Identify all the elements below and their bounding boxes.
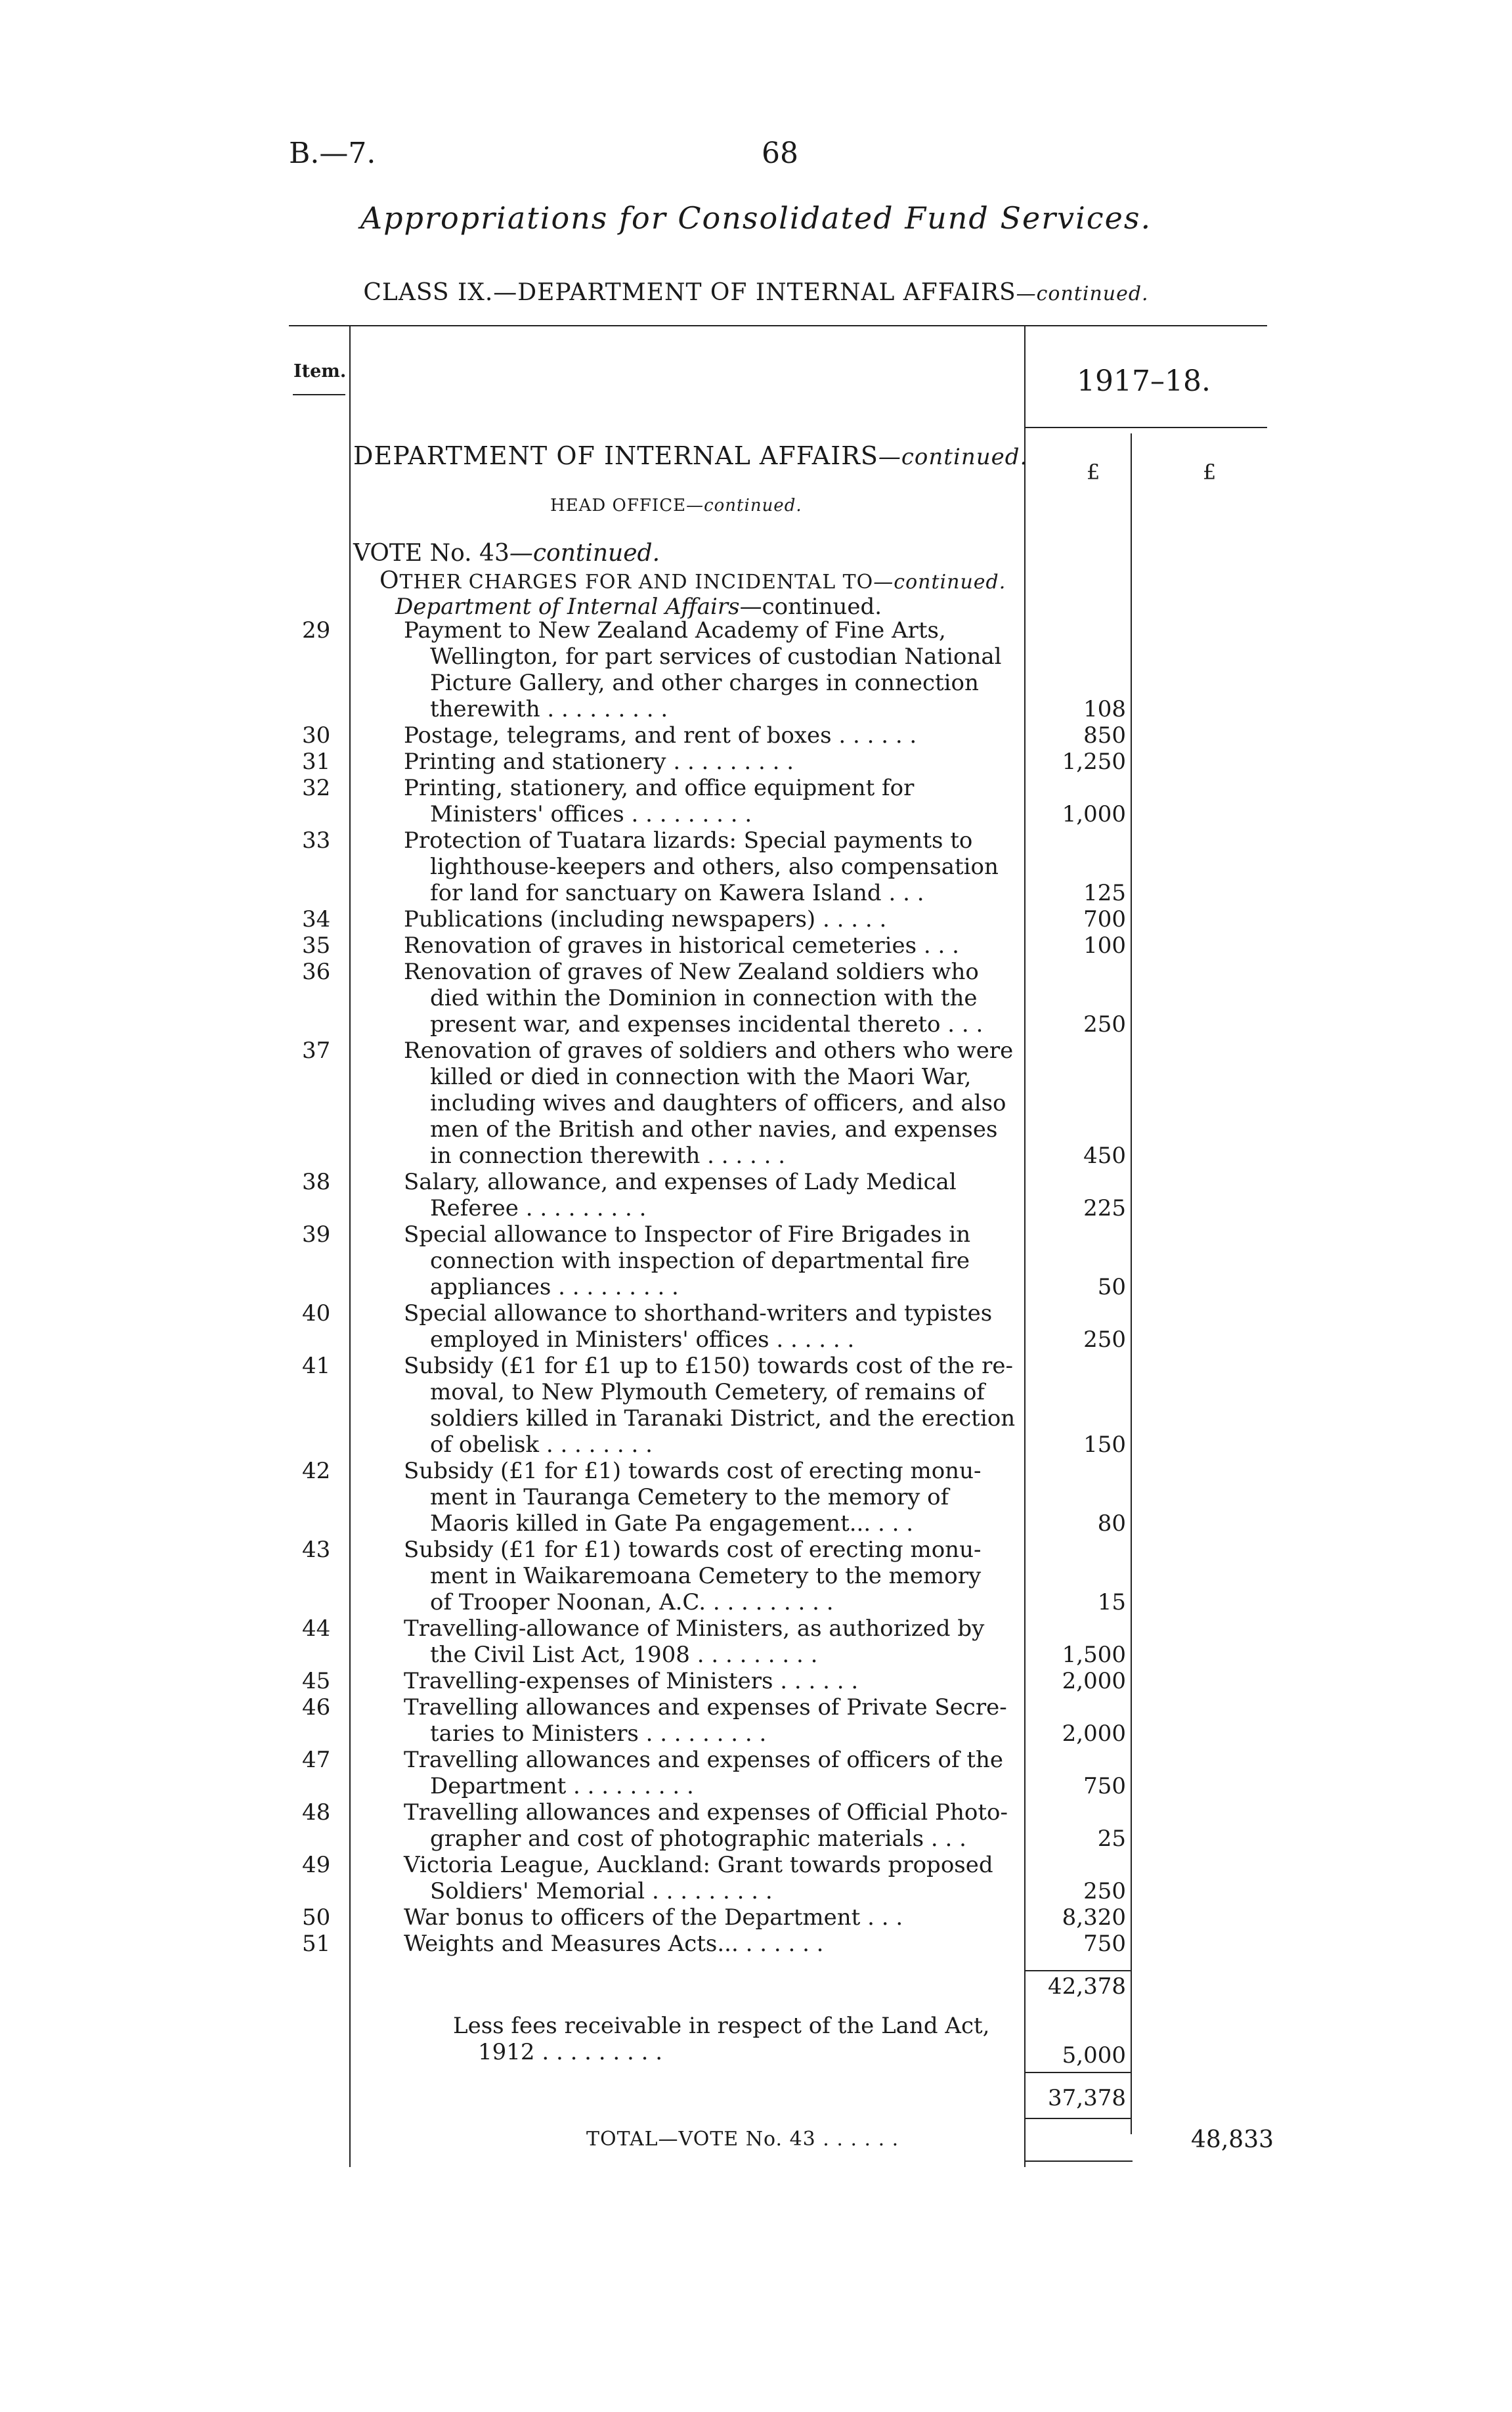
item-description-line: employed in Ministers' offices . . . . . . bbox=[430, 1327, 855, 1353]
item-description-line: Wellington, for part services of custodian National bbox=[430, 644, 1002, 670]
vote-suffix: —continued. bbox=[509, 540, 660, 567]
item-description-line: moval, to New Plymouth Cemetery, of remains of bbox=[430, 1379, 985, 1405]
item-amount: 1,000 bbox=[1062, 801, 1126, 827]
item-description-line: Travelling-allowance of Ministers, as authorized by bbox=[404, 1615, 985, 1642]
item-description-line: killed or died in connection with the Maori War, bbox=[430, 1064, 972, 1090]
item-description-line: Maoris killed in Gate Pa engagement... . . . bbox=[430, 1510, 914, 1537]
item-number: 51 bbox=[302, 1931, 331, 1957]
item-column-divider bbox=[349, 325, 351, 2167]
item-description-line: Printing, stationery, and office equipment for bbox=[404, 775, 915, 801]
less-fees-line-2: 1912 . . . . . . . . . bbox=[478, 2039, 663, 2065]
item-number: 31 bbox=[302, 749, 331, 775]
item-amount: 80 bbox=[1097, 1510, 1126, 1537]
item-description-line: Payment to New Zealand Academy of Fine Arts, bbox=[404, 617, 946, 644]
item-description-line: Soldiers' Memorial . . . . . . . . . bbox=[430, 1878, 773, 1904]
item-description-line: Department . . . . . . . . . bbox=[430, 1773, 694, 1799]
item-number: 45 bbox=[302, 1668, 331, 1694]
item-number: 41 bbox=[302, 1353, 331, 1379]
item-number: 35 bbox=[302, 932, 331, 959]
item-description-line: Travelling allowances and expenses of officers of the bbox=[404, 1747, 1004, 1773]
item-description-line: Protection of Tuatara lizards: Special payments to bbox=[404, 827, 973, 854]
item-description-line: Victoria League, Auckland: Grant towards proposed bbox=[404, 1852, 993, 1878]
other-charges-text: THER CHARGES FOR AND INCIDENTAL TO bbox=[399, 571, 874, 594]
item-description-line: Picture Gallery, and other charges in connection bbox=[430, 670, 979, 696]
item-number: 37 bbox=[302, 1038, 331, 1064]
subtotal-rule bbox=[1026, 1970, 1131, 1971]
item-description-line: Referee . . . . . . . . . bbox=[430, 1195, 647, 1221]
item-description-line: Renovation of graves of New Zealand soldiers who bbox=[404, 959, 979, 985]
item-description-line: of obelisk . . . . . . . . bbox=[430, 1432, 653, 1458]
item-amount: 100 bbox=[1083, 932, 1126, 959]
item-description-line: Special allowance to Inspector of Fire Brigades in bbox=[404, 1221, 971, 1248]
item-number: 39 bbox=[302, 1221, 331, 1248]
item-description-line: appliances . . . . . . . . . bbox=[430, 1274, 679, 1300]
item-description-line: the Civil List Act, 1908 . . . . . . . . . bbox=[430, 1642, 818, 1668]
class-heading-suffix: —continued. bbox=[1016, 282, 1149, 305]
item-amount: 750 bbox=[1083, 1773, 1126, 1799]
amount-column-divider bbox=[1131, 433, 1132, 2134]
item-number: 42 bbox=[302, 1458, 331, 1484]
item-amount: 2,000 bbox=[1062, 1668, 1126, 1694]
item-amount: 750 bbox=[1083, 1931, 1126, 1957]
vote-heading bbox=[353, 540, 660, 567]
total-amount: 48,833 bbox=[1191, 2126, 1274, 2153]
less-fees-amount: 5,000 bbox=[1062, 2042, 1126, 2069]
item-description-line: lighthouse-keepers and others, also compensation bbox=[430, 854, 999, 880]
department-heading bbox=[353, 441, 1027, 470]
item-description-line: ment in Tauranga Cemetery to the memory of bbox=[430, 1484, 949, 1510]
item-description-line: Renovation of graves of soldiers and others who were bbox=[404, 1038, 1014, 1064]
class-heading bbox=[0, 279, 1512, 306]
item-description-line: soldiers killed in Taranaki District, and the erection bbox=[430, 1405, 1016, 1432]
item-amount: 50 bbox=[1097, 1274, 1126, 1300]
item-number: 50 bbox=[302, 1904, 331, 1931]
item-number: 48 bbox=[302, 1799, 331, 1826]
item-description-line: Weights and Measures Acts... . . . . . . bbox=[404, 1931, 824, 1957]
item-description-line: of Trooper Noonan, A.C. . . . . . . . . . bbox=[430, 1589, 834, 1615]
item-description-line: Renovation of graves in historical cemeteries . . . bbox=[404, 932, 959, 959]
item-description-line: present war, and expenses incidental thereto . . . bbox=[430, 1011, 983, 1038]
item-number: 38 bbox=[302, 1169, 331, 1195]
item-amount: 450 bbox=[1083, 1143, 1126, 1169]
item-number: 34 bbox=[302, 906, 331, 932]
total-rule bbox=[1024, 2160, 1133, 2162]
department-subheading-text: Department of Internal Affairs bbox=[395, 594, 740, 620]
item-underline bbox=[293, 394, 345, 395]
item-description-line: ment in Waikaremoana Cemetery to the memory bbox=[430, 1563, 982, 1589]
item-amount: 700 bbox=[1083, 906, 1126, 932]
subtotal-amount: 42,378 bbox=[1048, 1973, 1126, 2000]
item-amount: 150 bbox=[1083, 1432, 1126, 1458]
item-amount: 25 bbox=[1097, 1826, 1126, 1852]
head-office-text: HEAD OFFICE bbox=[550, 496, 687, 515]
pound-sign-column-1: £ bbox=[1087, 460, 1100, 485]
item-amount: 250 bbox=[1083, 1327, 1126, 1353]
department-heading-suffix: —continued. bbox=[878, 444, 1028, 470]
other-charges-heading bbox=[379, 567, 1006, 594]
item-description-line: Travelling allowances and expenses of Private Secre- bbox=[404, 1694, 1007, 1721]
other-charges-initial: O bbox=[379, 567, 400, 594]
vote-label: VOTE No. 43 bbox=[353, 540, 509, 567]
item-description-line: Travelling-expenses of Ministers . . . . . . bbox=[404, 1668, 859, 1694]
item-description-line: in connection therewith . . . . . . bbox=[430, 1143, 786, 1169]
page-title: Appropriations for Consolidated Fund Services. bbox=[360, 200, 1152, 236]
item-amount: 250 bbox=[1083, 1878, 1126, 1904]
item-description-line: taries to Ministers . . . . . . . . . bbox=[430, 1721, 767, 1747]
item-amount: 108 bbox=[1083, 696, 1126, 722]
item-description-line: War bonus to officers of the Department . . . bbox=[404, 1904, 903, 1931]
item-number: 32 bbox=[302, 775, 331, 801]
item-description-line: connection with inspection of departmental fire bbox=[430, 1248, 970, 1274]
item-description-line: men of the British and other navies, and expenses bbox=[430, 1116, 998, 1143]
item-description-line: Printing and stationery . . . . . . . . . bbox=[404, 749, 794, 775]
item-column-header: Item. bbox=[293, 361, 347, 382]
item-description-line: Travelling allowances and expenses of Official Photo- bbox=[404, 1799, 1008, 1826]
item-amount: 15 bbox=[1097, 1589, 1126, 1615]
item-description-line: Subsidy (£1 for £1 up to £150) towards cost of the re- bbox=[404, 1353, 1014, 1379]
total-label: TOTAL—VOTE No. 43 . . . . . . bbox=[586, 2128, 899, 2151]
other-charges-suffix: —continued. bbox=[873, 571, 1006, 594]
item-number: 36 bbox=[302, 959, 331, 985]
item-number: 44 bbox=[302, 1615, 331, 1642]
item-description-line: Ministers' offices . . . . . . . . . bbox=[430, 801, 752, 827]
department-heading-text: DEPARTMENT OF INTERNAL AFFAIRS bbox=[353, 441, 878, 470]
item-description-line: Subsidy (£1 for £1) towards cost of erecting monu- bbox=[404, 1537, 982, 1563]
item-description-line: for land for sanctuary on Kawera Island . . . bbox=[430, 880, 924, 906]
item-description-line: therewith . . . . . . . . . bbox=[430, 696, 668, 722]
year-column-header: 1917–18. bbox=[1077, 364, 1211, 398]
item-amount: 225 bbox=[1083, 1195, 1126, 1221]
item-description-line: Salary, allowance, and expenses of Lady Medical bbox=[404, 1169, 957, 1195]
item-description-line: Postage, telegrams, and rent of boxes . . . . . . bbox=[404, 722, 917, 749]
page-number: 68 bbox=[762, 137, 798, 170]
department-subheading bbox=[395, 594, 882, 620]
document-reference: B.—7. bbox=[289, 137, 376, 170]
item-number: 33 bbox=[302, 827, 331, 854]
item-number: 47 bbox=[302, 1747, 331, 1773]
class-heading-text: CLASS IX.—DEPARTMENT OF INTERNAL AFFAIRS bbox=[363, 279, 1016, 306]
item-number: 43 bbox=[302, 1537, 331, 1563]
net-amount: 37,378 bbox=[1048, 2085, 1126, 2111]
net-rule-top bbox=[1026, 2072, 1131, 2073]
department-subheading-suffix: —continued. bbox=[739, 594, 882, 620]
pound-sign-column-2: £ bbox=[1203, 460, 1217, 485]
item-number: 29 bbox=[302, 617, 331, 644]
less-fees-line-1: Less fees receivable in respect of the Land Act, bbox=[453, 2013, 990, 2039]
item-number: 40 bbox=[302, 1300, 331, 1327]
item-description-line: died within the Dominion in connection with the bbox=[430, 985, 978, 1011]
item-description-line: grapher and cost of photographic materials . . . bbox=[430, 1826, 966, 1852]
head-office-suffix: —continued. bbox=[686, 496, 802, 515]
year-underline bbox=[1024, 427, 1267, 428]
top-rule bbox=[289, 325, 1267, 326]
net-rule-bottom bbox=[1026, 2118, 1131, 2119]
item-amount: 850 bbox=[1083, 722, 1126, 749]
description-column-divider bbox=[1024, 325, 1026, 2167]
item-description-line: Special allowance to shorthand-writers and typistes bbox=[404, 1300, 993, 1327]
item-description-line: Subsidy (£1 for £1) towards cost of erecting monu- bbox=[404, 1458, 982, 1484]
item-description-line: Publications (including newspapers) . . . . . bbox=[404, 906, 887, 932]
item-amount: 1,500 bbox=[1062, 1642, 1126, 1668]
item-amount: 250 bbox=[1083, 1011, 1126, 1038]
item-description-line: including wives and daughters of officers, and also bbox=[430, 1090, 1006, 1116]
head-office-heading bbox=[550, 496, 802, 515]
item-number: 49 bbox=[302, 1852, 331, 1878]
item-number: 30 bbox=[302, 722, 331, 749]
item-number: 46 bbox=[302, 1694, 331, 1721]
item-amount: 125 bbox=[1083, 880, 1126, 906]
item-amount: 8,320 bbox=[1062, 1904, 1126, 1931]
item-amount: 2,000 bbox=[1062, 1721, 1126, 1747]
item-amount: 1,250 bbox=[1062, 749, 1126, 775]
